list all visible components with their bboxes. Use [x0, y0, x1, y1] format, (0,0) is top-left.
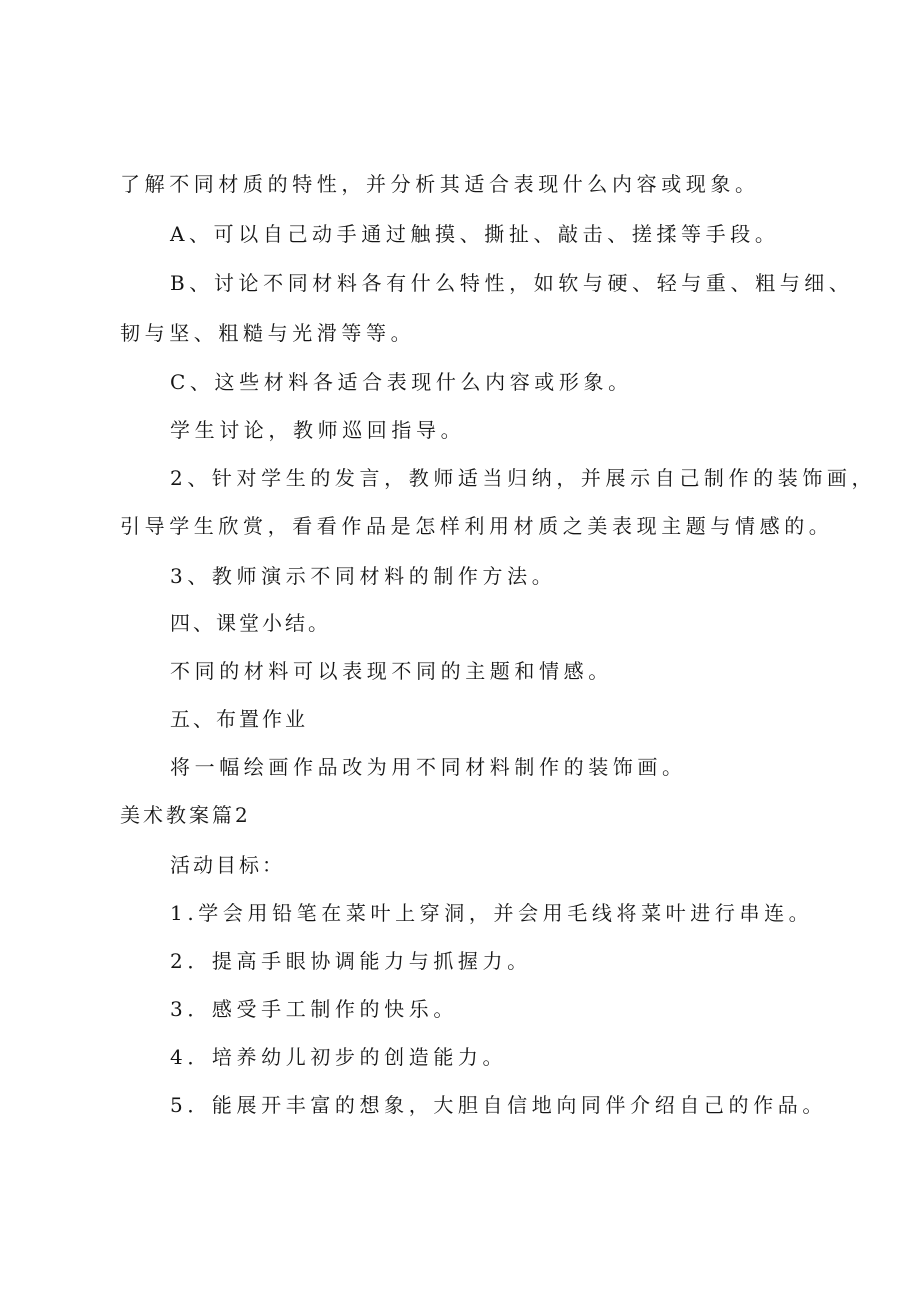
heading-homework: 五、布置作业	[170, 707, 308, 731]
objective-item: 4．培养幼儿初步的创造能力。	[170, 1045, 508, 1069]
paragraph-summary: 不同的材料可以表现不同的主题和情感。	[170, 659, 613, 683]
objective-item: 2．提高手眼协调能力与抓握力。	[170, 949, 532, 973]
objective-item: 3．感受手工制作的快乐。	[170, 997, 458, 1021]
paragraph-item-a: A、可以自己动手通过触摸、撕扯、敲击、搓揉等手段。	[170, 222, 780, 246]
paragraph-step3: 3、教师演示不同材料的制作方法。	[170, 564, 557, 588]
paragraph-item-b-line2: 韧与坚、粗糙与光滑等等。	[120, 321, 416, 345]
section-title: 美术教案篇2	[120, 803, 251, 827]
paragraph-intro: 了解不同材质的特性，并分析其适合表现什么内容或现象。	[120, 172, 760, 196]
paragraph-step2-line2: 引导学生欣赏，看看作品是怎样利用材质之美表现主题与情感的。	[120, 514, 834, 538]
objective-item: 1.学会用铅笔在菜叶上穿洞，并会用毛线将菜叶进行串连。	[170, 901, 814, 925]
paragraph-homework: 将一幅绘画作品改为用不同材料制作的装饰画。	[170, 755, 687, 779]
paragraph-step2-line1: 2、针对学生的发言，教师适当归纳，并展示自己制作的装饰画，	[170, 466, 877, 490]
paragraph-item-c: C、这些材料各适合表现什么内容或形象。	[170, 370, 633, 394]
paragraph-item-b-line1: B、讨论不同材料各有什么特性，如软与硬、轻与重、粗与细、	[170, 271, 854, 295]
heading-summary: 四、课堂小结。	[170, 611, 331, 635]
objective-item: 5．能展开丰富的想象，大胆自信地向同伴介绍自己的作品。	[170, 1093, 827, 1117]
heading-objectives: 活动目标：	[170, 853, 285, 877]
paragraph-student-discussion: 学生讨论，教师巡回指导。	[170, 418, 466, 442]
